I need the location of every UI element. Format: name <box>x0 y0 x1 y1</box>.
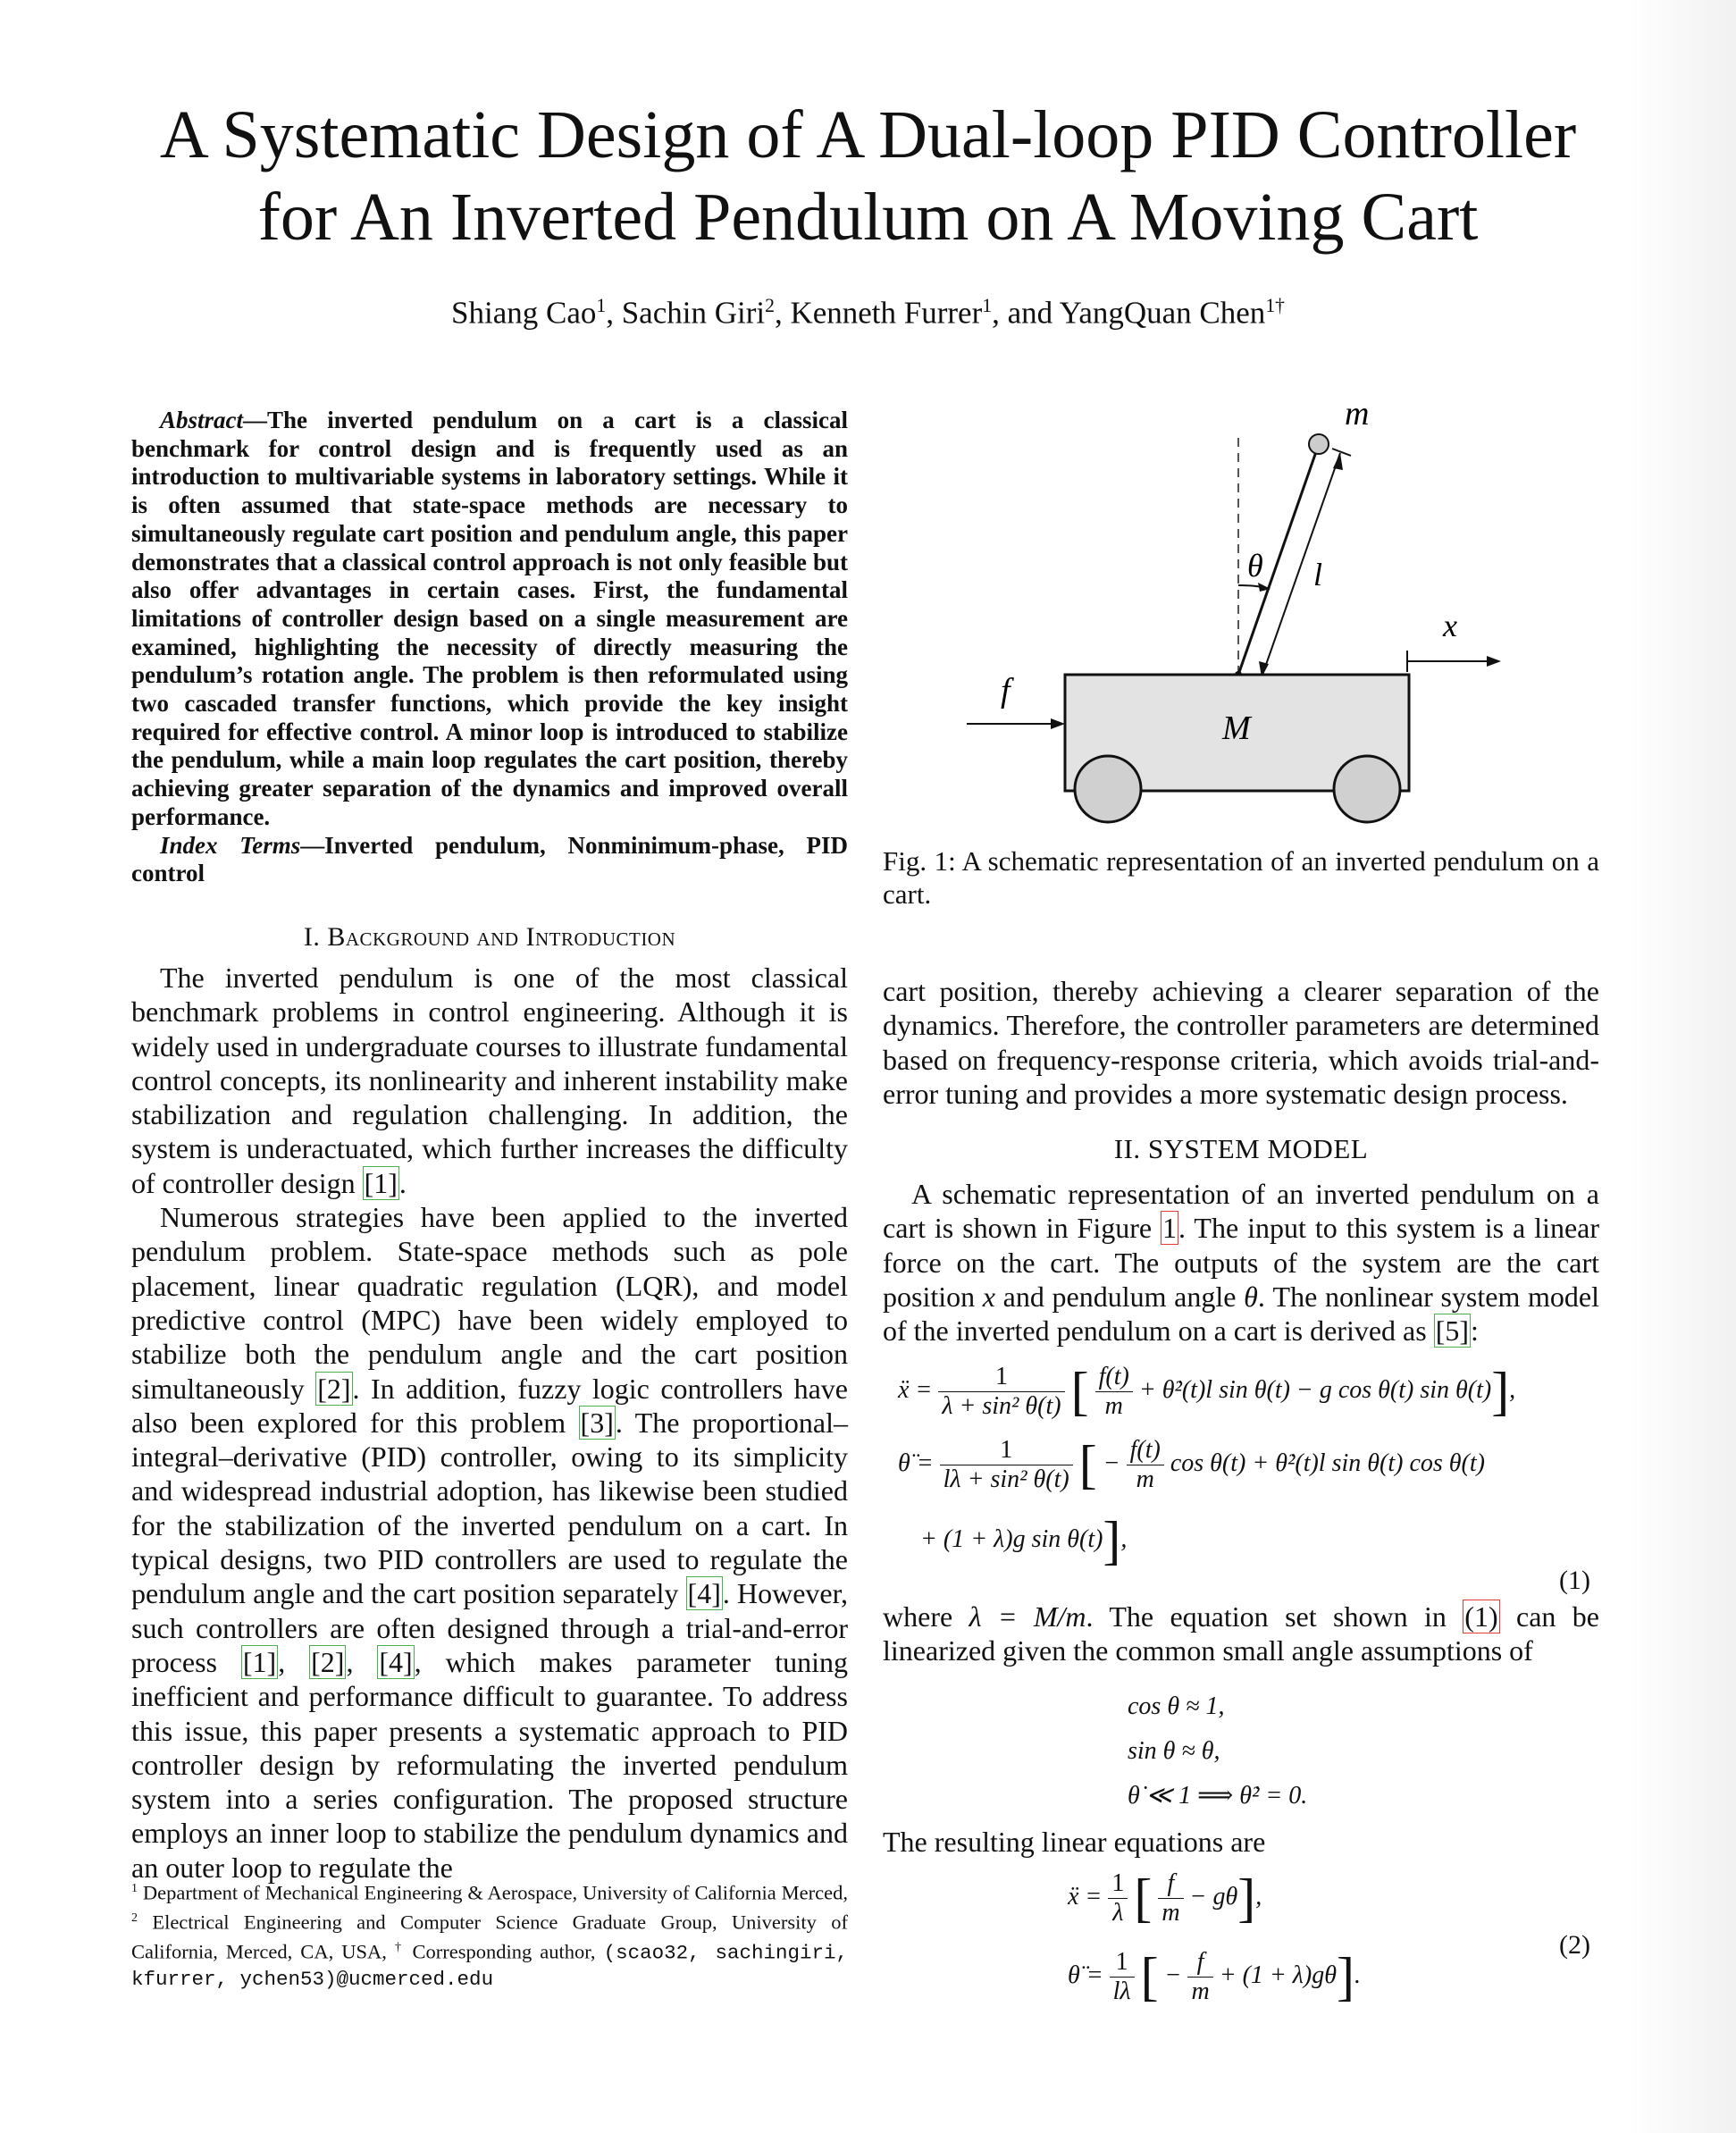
numerator: f <box>1187 1948 1212 1978</box>
text-block <box>883 1600 1599 1668</box>
citation-link[interactable]: [4] <box>379 1645 413 1678</box>
paragraph <box>131 1200 848 1885</box>
section-body <box>131 961 848 1885</box>
paper-title <box>0 94 1736 258</box>
denominator: m <box>1162 1899 1180 1927</box>
label-theta: θ <box>1247 548 1263 584</box>
equation-2-line-1: ẍ = $\frac{1}{\lambda}$ [ $\frac{f}{m}$ − gθ], <box>1068 1868 1262 1927</box>
equation-1-line-2: θ̈ = $\frac{1}{\text{lλ + sin² θ(t)}}$ [ − $\frac{f(t)}{m}$ cos θ(t) + θ̇²(t)l sin θ(t) cos θ(t) <box>898 1435 1485 1494</box>
small-angle-assumptions <box>1128 1684 1307 1818</box>
eq-lhs: ẍ = <box>1068 1882 1103 1910</box>
label-f: f <box>1001 672 1011 710</box>
eq-fraction <box>1108 1869 1128 1927</box>
footnote-mark: 2 <box>131 1911 138 1925</box>
pendulum-mass <box>1309 434 1329 454</box>
figure-ref-link[interactable]: 1 <box>1162 1212 1178 1245</box>
denominator: λ <box>1112 1899 1124 1927</box>
text: . The nonlinear system model of the inverted pendulum on a cart is derived as <box>883 1280 1600 1348</box>
eq-fraction <box>940 1436 1073 1494</box>
equation-number: (2) <box>1559 1930 1590 1960</box>
label-m: m <box>1345 395 1370 432</box>
abstract-label: Abstract <box>160 407 244 433</box>
text: . The input to this system is a linear force on the cart. The outputs of the system are the cart position <box>883 1212 1600 1313</box>
citation-link[interactable]: [4] <box>687 1577 721 1610</box>
text: . The equation set shown in <box>1086 1600 1463 1633</box>
author-affil: 1 <box>982 295 993 316</box>
equation-2-line-2: θ̈ = $\frac{1}{l\lambda}$ [ − $\frac{f}{m}$ + (1 + λ)gθ]. <box>1068 1947 1361 2006</box>
eq-terms: − gθ <box>1189 1882 1238 1910</box>
section-heading: II. SYSTEM MODEL <box>1113 1133 1369 1164</box>
assumption: sin θ ≈ θ, <box>1128 1737 1220 1765</box>
text: : <box>1471 1314 1479 1348</box>
citation-link[interactable]: [1] <box>242 1645 277 1678</box>
eq-terms: cos θ(t) + θ̇²(t)l sin θ(t) cos θ(t) <box>1170 1449 1485 1477</box>
citation-link[interactable]: [1] <box>364 1166 398 1199</box>
author-name: Shiang Cao <box>451 295 597 331</box>
separator: , <box>278 1645 310 1678</box>
numerator: f(t) <box>1095 1363 1133 1392</box>
label-cart-mass: M <box>1222 710 1251 747</box>
citation-link[interactable]: [5] <box>1435 1314 1469 1348</box>
title-line-2: for An Inverted Pendulum on A Moving Cart <box>257 180 1479 255</box>
equation-ref-link[interactable]: (1) <box>1464 1600 1498 1633</box>
assumption: cos θ ≈ 1, <box>1128 1692 1225 1720</box>
math: λ = M/m <box>969 1600 1086 1633</box>
length-dimension-line <box>1262 453 1340 677</box>
eq-terms: + θ̇²(t)l sin θ(t) − g cos θ(t) sin θ(t) <box>1138 1375 1492 1404</box>
author-affil: 2 <box>765 295 775 316</box>
index-terms-label: Index Terms <box>160 831 301 859</box>
paragraph <box>883 1825 1599 1859</box>
citation-link[interactable]: [2] <box>311 1645 345 1678</box>
eq-terms: + (1 + λ)gθ <box>1219 1961 1338 1989</box>
text: The inverted pendulum is one of the most classical benchmark problems in control engineering. Although it is widely used in undergraduate courses to illustrate fundamental control concepts, its nonlinearity and inherent instability make stabilization and regulation challenging. In addition, the system is underactuated, which further increases the difficulty of controller design <box>131 962 848 1199</box>
denominator: lλ <box>1112 1978 1131 2005</box>
author-name: Kenneth Furrer <box>790 295 983 331</box>
section-body-continuation <box>883 974 1599 1111</box>
author-affil: 1 <box>596 295 607 316</box>
paragraph: The inverted pendulum is one of the most classical benchmark problems in control engineering. Although it is widely used in undergraduate courses to illustrate fundamental control concepts, its nonlinearity and inherent instability make stabilization and regulation challenging. In addition, the system is underactuated, which further increases the difficulty of controller design [1]. <box>131 962 848 1199</box>
eq-lhs: ẍ = <box>898 1375 933 1404</box>
paragraph: cart position, thereby achieving a clearer separation of the dynamics. Therefore, the controller parameters are determined based on frequency-response criteria, which avoids trial-and-error tuning and provides a more systematic design process. <box>883 975 1599 1110</box>
footnote <box>131 1877 848 1993</box>
arrowhead <box>1333 453 1343 470</box>
author-name: and YangQuan Chen <box>1007 295 1266 331</box>
citation-link[interactable]: [3] <box>580 1406 614 1439</box>
equation-1-line-3: + (1 + λ)g sin θ(t)], <box>920 1511 1128 1570</box>
abstract-text: —The inverted pendulum on a cart is a classical benchmark for control design and is frequently used as an introduction to multivariable systems in laboratory settings. While it is often assumed that state-space methods are necessary to simultaneously regulate cart position and pendulum angle, this paper demonstrates that a classical control approach is not only feasible but also offer advantages in certain cases. First, the fundamental limitations of controller design based on a single measurement are examined, highlighting the necessity of directly measuring the pendulum’s rotation angle. The problem is then reformulated using two cascaded transfer functions, which provide the key insight required for effective control. A minor loop is introduced to stabilize the pendulum, while a main loop regulates the cart position, thereby achieving greater separation of the dynamics and improved overall performance. <box>131 407 848 830</box>
denominator: m <box>1104 1392 1123 1420</box>
equation-number: (1) <box>1559 1566 1590 1595</box>
title-line-1: A Systematic Design of A Dual-loop PID Controller <box>159 97 1577 172</box>
cart-wheel-right <box>1334 756 1400 822</box>
denominator: λ + sin² θ(t) <box>942 1392 1061 1420</box>
denominator: m <box>1191 1978 1210 2005</box>
label-x: x <box>1443 608 1457 643</box>
text: can be linearized given the common small angle assumptions of <box>883 1600 1600 1667</box>
assumption: θ̇ ≪ 1 ⟹ θ̇² = 0. <box>1128 1782 1308 1810</box>
email-list[interactable]: (scao32, sachingiri, kfurrer, ychen53)@ucmerced.edu <box>131 1941 849 1991</box>
numerator: f(t) <box>1127 1436 1164 1465</box>
pendulum-cart-figure <box>947 393 1590 840</box>
numerator: f <box>1158 1869 1183 1899</box>
section-heading-text: I. Background and Introduction <box>303 922 676 952</box>
footnote-text: Department of Mechanical Engineering & Aerospace, University of California Merced, <box>142 1881 848 1904</box>
text: Numerous strategies have been applied to the inverted pendulum problem. State-space methods such as pole placement, linear quadratic regulation (LQR), and model predictive control (MPC) have been widely employed to stabilize both the pendulum angle and the cart position simultaneously <box>131 1201 848 1405</box>
footnote-mark: 1 <box>131 1882 138 1895</box>
eq-lhs: θ̈ = <box>898 1449 934 1477</box>
abstract <box>131 407 848 888</box>
text: . In addition, fuzzy logic controllers have also been explored for this problem <box>131 1372 849 1439</box>
paragraph <box>883 1177 1599 1348</box>
text: . However, such controllers are often designed through a trial-and-error process <box>131 1577 849 1678</box>
section-heading <box>131 922 848 953</box>
arrowhead <box>1051 718 1065 729</box>
text: A schematic representation of an inverted pendulum on a cart is shown in Figure <box>883 1178 1599 1245</box>
eq-fraction <box>1110 1948 1135 2006</box>
eq-lhs: θ̈ = <box>1068 1961 1103 1989</box>
text: . The proportional–integral–derivative (PID) controller, owing to its simplicity and widespread industrial adoption, has likewise been studied for the stabilization of the inverted pendulum on a cart. In typical designs, two PID controllers are used to regulate the pendulum angle and the cart position separately <box>131 1406 849 1610</box>
paragraph <box>883 1600 1599 1668</box>
eq-fraction <box>1158 1869 1183 1927</box>
index-terms-text: —Inverted pendulum, Nonminimum-phase, PID control <box>131 831 848 887</box>
numerator: 1 <box>1108 1869 1128 1899</box>
author-list: Shiang Cao$^1$, Sachin Giri$^2$, Kenneth Furrer$^1$, and YangQuan Chen$^{1\dagger}$ <box>451 295 1285 331</box>
author-name: Sachin Giri <box>621 295 766 331</box>
numerator: 1 <box>938 1363 1064 1392</box>
separator: , <box>346 1645 378 1678</box>
text: The resulting linear equations are <box>883 1826 1266 1858</box>
denominator: m <box>1136 1465 1154 1493</box>
page-edge-shadow <box>1629 0 1736 2133</box>
eq-terms: + (1 + λ)g sin θ(t) <box>920 1524 1103 1553</box>
figure-caption: Fig. 1: A schematic representation of an inverted pendulum on a cart. <box>883 845 1599 910</box>
numerator: 1 <box>1110 1948 1135 1978</box>
footnote-text: Electrical Engineering and Computer Science Graduate Group, University of California, Merced, CA, USA, <box>131 1910 849 1963</box>
dimension-tick <box>1332 449 1351 456</box>
eq-fraction <box>1187 1948 1212 2006</box>
eq-fraction <box>1127 1436 1164 1494</box>
text: , which makes parameter tuning inefficient and performance difficult to guarantee. To address this issue, this paper presents a systematic approach to PID controller design by reformulating the inverted pendulum system into a series configuration. The proposed structure employs an inner loop to stabilize the pendulum dynamics and an outer loop to regulate the <box>131 1645 848 1884</box>
text: and pendulum angle <box>995 1280 1245 1313</box>
math: x <box>982 1280 995 1313</box>
math: θ <box>1244 1280 1258 1313</box>
author-affil: 1† <box>1265 295 1285 316</box>
citation-link[interactable]: [2] <box>317 1372 351 1405</box>
eq-fraction <box>938 1363 1064 1421</box>
denominator: lλ + sin² θ(t) <box>943 1465 1069 1493</box>
eq-fraction <box>1095 1363 1133 1421</box>
footnote-mark: † <box>394 1941 405 1954</box>
label-l: l <box>1313 557 1323 592</box>
cart-wheel-left <box>1075 756 1141 822</box>
text: where <box>883 1600 969 1633</box>
numerator: 1 <box>940 1436 1073 1465</box>
section-body <box>883 1177 1599 1348</box>
equation-1-line-1: ẍ = $\frac{1}{\text{λ + sin² θ(t)}}$ [ $\frac{f(t)}{m}$ + θ̇²(t)l sin θ(t) − g cos θ(t) sin θ(t)], <box>898 1362 1516 1421</box>
arrowhead <box>1487 656 1501 667</box>
footnote-text: Corresponding author, <box>412 1940 596 1963</box>
